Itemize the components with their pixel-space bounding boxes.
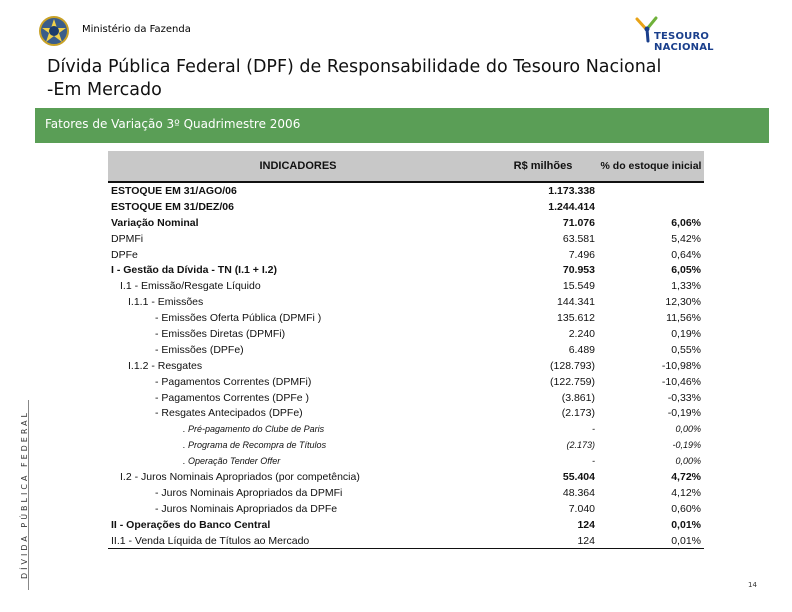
row-percent: 11,56% [666,312,701,325]
table-row [108,278,704,294]
logo-text: TESOURO NACIONAL [654,31,714,53]
row-value: 135.612 [557,312,595,325]
row-label: ESTOQUE EM 31/DEZ/06 [108,199,488,215]
row-label: . Pré-pagamento do Clube de Paris [108,421,488,437]
ministry-label: Ministério da Fazenda [82,24,191,35]
row-value: (122.759) [550,375,595,388]
row-value: 124 [577,518,595,531]
row-percent: 12,30% [665,296,701,309]
row-percent [598,182,704,199]
subtitle-bar [35,108,769,143]
table-row [108,390,704,406]
row-percent [598,199,704,215]
indicators-table [108,151,704,549]
row-value: (2.173) [561,407,595,420]
table-row [108,485,704,501]
row-value: 71.076 [562,216,595,229]
row-label: I.1 - Emissão/Resgate Líquido [108,278,488,294]
row-value: (128.793) [550,359,595,372]
table-row [108,358,704,374]
table-row [108,231,704,247]
row-value: 63.581 [562,232,595,245]
row-value: 6.489 [568,343,595,356]
row-label: - Juros Nominais Apropriados da DPMFi [108,485,488,501]
row-percent: -0,19% [672,440,701,451]
row-label: I.1.1 - Emissões [108,294,488,310]
row-percent: 5,42% [671,232,701,245]
row-value: 48.364 [562,486,595,499]
row-percent: 1,33% [671,280,701,293]
coat-of-arms-emblem [38,15,70,47]
row-label: DPMFi [108,231,488,247]
row-label: Variação Nominal [108,215,488,231]
page-title [47,56,747,102]
row-label: - Emissões (DPFe) [108,342,488,358]
row-percent: 6,06% [671,216,701,229]
table-row [108,182,704,199]
row-percent: 0,19% [671,327,701,340]
row-label: - Juros Nominais Apropriados da DPFe [108,501,488,517]
header-indicadores: INDICADORES [108,151,488,182]
row-label: I.2 - Juros Nominais Apropriados (por competência) [108,469,488,485]
table-row [108,501,704,517]
title-line-1: Dívida Pública Federal (DPF) de Responsabilidade do Tesouro Nacional [47,57,662,77]
header-valor: R$ milhões [488,151,598,182]
row-label: I.1.2 - Resgates [108,358,488,374]
row-percent: 4,12% [671,486,701,499]
side-label: DÍVIDA PÚBLICA FEDERAL [20,409,30,580]
row-label: - Pagamentos Correntes (DPMFi) [108,374,488,390]
row-percent: 0,01% [671,518,701,531]
table-row [108,215,704,231]
row-label: - Pagamentos Correntes (DPFe ) [108,390,488,406]
table-row [108,533,704,549]
row-value: - [592,424,595,435]
row-value: 7.040 [568,502,595,515]
row-label: II - Operações do Banco Central [108,517,488,533]
page-number: 14 [748,581,757,589]
row-percent: 0,00% [675,424,701,435]
table-row [108,247,704,263]
row-value: 15.549 [562,280,595,293]
row-percent: 4,72% [671,470,701,483]
row-value: 124 [488,533,598,549]
row-percent: 6,05% [671,264,701,277]
row-label: I - Gestão da Dívida - TN (I.1 + I.2) [108,262,488,278]
row-percent: 0,64% [671,248,701,261]
table-row [108,517,704,533]
row-percent: 0,55% [671,343,701,356]
row-value: 55.404 [562,470,595,483]
row-percent: -10,46% [661,375,701,388]
row-value: 2.240 [568,327,595,340]
row-label: - Emissões Oferta Pública (DPMFi ) [108,310,488,326]
row-value: 144.341 [557,296,595,309]
table-row [108,437,704,453]
row-label: - Emissões Diretas (DPMFi) [108,326,488,342]
row-percent: -0,19% [667,407,701,420]
row-value: - [592,456,595,467]
table-row [108,421,704,437]
row-label: . Programa de Recompra de Títulos [108,437,488,453]
row-value: (2.173) [566,440,595,451]
row-label: . Operação Tender Offer [108,453,488,469]
row-label: II.1 - Venda Líquida de Títulos ao Mercado [108,533,488,549]
table-row [108,199,704,215]
subtitle-text: Fatores de Variação 3º Quadrimestre 2006 [45,117,301,131]
table-row [108,469,704,485]
table-row [108,262,704,278]
table-row [108,374,704,390]
row-label: - Resgates Antecipados (DPFe) [108,405,488,421]
row-value: 7.496 [568,248,595,261]
row-label: ESTOQUE EM 31/AGO/06 [108,182,488,199]
table-body [108,182,704,549]
title-line-2: -Em Mercado [47,80,162,100]
table-row [108,342,704,358]
row-value: 1.244.414 [548,200,595,213]
header-pct: % do estoque inicial [598,151,704,182]
table-row [108,310,704,326]
row-percent: 0,00% [675,456,701,467]
row-value: (3.861) [561,391,595,404]
tesouro-nacional-logo [630,14,755,53]
table-row [108,294,704,310]
table-row [108,453,704,469]
row-percent: -10,98% [661,359,701,372]
row-percent: 0,60% [671,502,701,515]
row-percent: 0,01% [598,533,704,549]
row-value: 70.953 [562,264,595,277]
row-percent: -0,33% [667,391,701,404]
row-value: 1.173.338 [548,184,595,197]
row-label: DPFe [108,247,488,263]
table-row [108,405,704,421]
table-row [108,326,704,342]
table-header-row [108,151,704,182]
